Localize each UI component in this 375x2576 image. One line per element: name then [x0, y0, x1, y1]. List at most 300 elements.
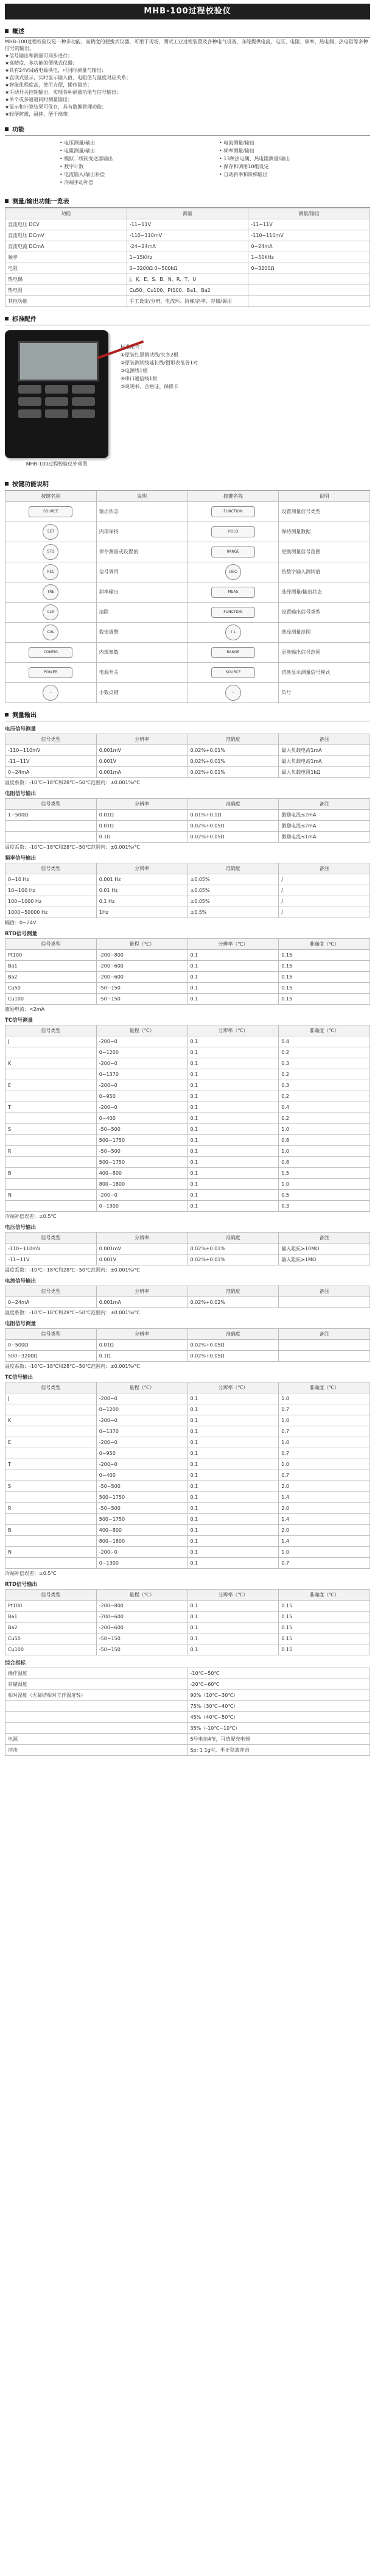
- table-cell: 输入阻抗≥1MΩ: [279, 1254, 370, 1265]
- table-cell: 0.15: [279, 972, 370, 983]
- key-cell: [188, 643, 279, 663]
- table-header: 分辨率（℃）: [188, 1590, 279, 1601]
- table-header: 信号类型: [5, 1025, 97, 1036]
- table-cell: -200~0: [96, 1058, 188, 1069]
- table-cell: Cu50: [5, 983, 97, 994]
- table-row: [5, 832, 370, 843]
- table-cell: [5, 1536, 97, 1547]
- key-cell: [5, 623, 97, 643]
- table-cell: /: [279, 885, 370, 896]
- table-header: 信号类型: [5, 863, 97, 874]
- table-note: 激励电流：<2mA: [5, 1007, 45, 1012]
- table-cell: 0.001 Hz: [96, 874, 188, 885]
- table-row: [5, 1393, 370, 1404]
- table-row: [5, 961, 370, 972]
- table-cell: 0.01%+0.1Ω: [188, 810, 279, 821]
- measure-table: [5, 1286, 370, 1308]
- table-header: 信号类型: [5, 1382, 97, 1393]
- table-header: 说明: [96, 491, 188, 502]
- function-item: • 自动斜率和阶梯输出: [219, 172, 268, 177]
- measure-table: [5, 1382, 370, 1569]
- table-cell: 500~1750: [96, 1514, 188, 1525]
- table-cell: 0.3: [279, 1058, 370, 1069]
- table-row: [5, 1069, 370, 1080]
- table-cell: 0.02%+0.05Ω: [188, 821, 279, 832]
- overview-bullet: ★智能化程度高，使用方便，操作简单；: [5, 82, 93, 88]
- function-item: • 电流输入/输出补偿: [60, 172, 105, 177]
- table-cell: [5, 1179, 97, 1190]
- table-cell: 0~950: [96, 1091, 188, 1102]
- key-icon: FUNCTION: [211, 506, 255, 517]
- device-illustration: [5, 330, 108, 458]
- table-row: [5, 1690, 370, 1701]
- table-note: 冷端补偿误差：±0.5℃: [5, 1571, 57, 1576]
- table-cell: 0.1: [188, 1633, 279, 1644]
- table-cell: 0.15: [279, 1612, 370, 1622]
- table-cell: 0.02%+0.01%: [188, 756, 279, 767]
- key-cell: [188, 562, 279, 582]
- table-cell: [5, 821, 97, 832]
- measure-table: [5, 734, 370, 778]
- table-cell: 1.0: [279, 1459, 370, 1470]
- key-desc: 更换输出信号范围: [279, 643, 370, 663]
- table-cell: 0.1Ω: [96, 832, 188, 843]
- function-item: • 数字计数: [60, 164, 84, 169]
- key-cell: [188, 522, 279, 542]
- key-desc: 保持测量数据: [279, 522, 370, 542]
- table-note: 温度系数：-10℃~18℃和28℃~50℃范围内：±0.001%/℃: [5, 1267, 140, 1273]
- table-cell: 0.1Ω: [96, 1351, 188, 1362]
- table-cell: 直流电压 DCmV: [5, 230, 127, 241]
- subsection-title: 电流信号输出: [5, 1278, 37, 1284]
- table-cell: 1~50KHz: [248, 252, 370, 263]
- table-cell: 0.001V: [96, 756, 188, 767]
- table-header: 分辨率: [96, 1286, 188, 1297]
- table-cell: 0.1: [188, 1644, 279, 1655]
- key-cell: [5, 522, 97, 542]
- table-cell: 0.15: [279, 1644, 370, 1655]
- table-cell: 0~1300: [96, 1558, 188, 1569]
- subsection-title: 频率信号输出: [5, 855, 37, 862]
- table-cell: N: [5, 1547, 97, 1558]
- key-desc: 信号调用: [96, 562, 188, 582]
- table-cell: [5, 1404, 97, 1415]
- key-cell: [188, 582, 279, 603]
- table-header: 分辨率: [96, 799, 188, 810]
- table-cell: 0~950: [96, 1448, 188, 1459]
- table-cell: [5, 1723, 188, 1734]
- key-cell: [5, 562, 97, 582]
- measure-table: [5, 1589, 370, 1655]
- table-header: 准确度: [188, 1286, 279, 1297]
- measure-table: [5, 938, 370, 1005]
- table-cell: 0~1300: [96, 1201, 188, 1212]
- table-cell: 0.1: [188, 1393, 279, 1404]
- table-cell: [248, 285, 370, 296]
- table-cell: -20℃~60℃: [188, 1679, 370, 1690]
- table-cell: N: [5, 1190, 97, 1201]
- key-icon: DEC: [225, 564, 241, 580]
- spec-heading: 测量/输出功能一览表: [5, 194, 370, 208]
- key-icon: MEAS: [211, 587, 255, 598]
- table-cell: 0.1: [188, 1058, 279, 1069]
- table-cell: 500~1750: [96, 1157, 188, 1168]
- table-row: [5, 972, 370, 983]
- table-cell: 0.1: [188, 1102, 279, 1113]
- table-row: [5, 1340, 370, 1351]
- key-icon: STO: [43, 544, 58, 560]
- table-cell: J: [5, 1393, 97, 1404]
- table-cell: 0~400: [96, 1470, 188, 1481]
- table-row: [5, 1668, 370, 1679]
- table-cell: [5, 1047, 97, 1058]
- table-cell: ±0.05%: [188, 874, 279, 885]
- function-item: • 频率测量/输出: [219, 148, 254, 154]
- table-cell: E: [5, 1080, 97, 1091]
- table-cell: -200~600: [96, 1622, 188, 1633]
- table-cell: 0.15: [279, 961, 370, 972]
- table-cell: 0.1: [188, 1091, 279, 1102]
- table-row: [5, 1701, 370, 1712]
- table-cell: -50~500: [96, 1481, 188, 1492]
- table-cell: [5, 1492, 97, 1503]
- table-cell: -11~11V: [248, 219, 370, 230]
- table-row: [5, 1622, 370, 1633]
- table-row: [5, 1503, 370, 1514]
- table-header: 准确度（℃）: [279, 1590, 370, 1601]
- table-row: [5, 950, 370, 961]
- table-cell: 1~500Ω: [5, 810, 97, 821]
- key-desc: 选择测量范围: [279, 623, 370, 643]
- table-cell: [5, 1135, 97, 1146]
- table-cell: -200~0: [96, 1102, 188, 1113]
- key-desc: 保存测量或设置值: [96, 542, 188, 562]
- table-header: 信号类型: [5, 1286, 97, 1297]
- table-cell: 0.1: [188, 1404, 279, 1415]
- table-cell: -200~0: [96, 1547, 188, 1558]
- measure-table: [5, 1025, 370, 1212]
- table-row: [5, 1536, 370, 1547]
- table-cell: 存储温度: [5, 1679, 188, 1690]
- table-cell: -200~0: [96, 1080, 188, 1091]
- table-cell: 0.1: [188, 1558, 279, 1569]
- table-cell: /: [279, 907, 370, 918]
- overview-bullet: ★具有24V回路电源供电，可同时测量与输出；: [5, 68, 107, 73]
- table-cell: [5, 1701, 188, 1712]
- table-cell: 0.7: [279, 1558, 370, 1569]
- table-row: [5, 1437, 370, 1448]
- table-row: [5, 1612, 370, 1622]
- table-header: 分辨率: [96, 863, 188, 874]
- table-cell: 热电偶: [5, 274, 127, 285]
- table-header: 说明: [279, 491, 370, 502]
- measure-table: [5, 1232, 370, 1265]
- table-row: [5, 767, 370, 778]
- table-cell: 1.0: [279, 1179, 370, 1190]
- table-cell: 0.02%+0.05Ω: [188, 1351, 279, 1362]
- table-cell: -200~800: [96, 1601, 188, 1612]
- table-row: [5, 1157, 370, 1168]
- key-row: [5, 582, 370, 603]
- table-cell: 0.1: [188, 1503, 279, 1514]
- table-row: [5, 756, 370, 767]
- overview-bullet: ★直读式显示，实时显示输入值、电阻值与温度对应关系；: [5, 75, 131, 80]
- table-cell: B: [5, 1168, 97, 1179]
- table-row: [5, 1351, 370, 1362]
- table-cell: 1.0: [279, 1124, 370, 1135]
- table-cell: ±0.5%: [188, 907, 279, 918]
- table-cell: 0.1: [188, 1415, 279, 1426]
- table-cell: Cu100: [5, 994, 97, 1005]
- table-cell: 90%（10℃~30℃）: [188, 1690, 370, 1701]
- table-cell: 0~3200Ω: [248, 263, 370, 274]
- table-cell: 0.1: [188, 1525, 279, 1536]
- table-header: 准确度: [188, 734, 279, 745]
- table-cell: 0.1: [188, 1481, 279, 1492]
- key-icon: ↑↓: [225, 625, 241, 640]
- table-cell: [5, 1558, 97, 1569]
- table-cell: Sp: 1 1g时，半正弦波冲击: [188, 1745, 370, 1756]
- table-cell: 0~24mA: [5, 1297, 97, 1308]
- table-cell: 0.1: [188, 1601, 279, 1612]
- table-cell: 直流电压 DCV: [5, 219, 127, 230]
- key-cell: [5, 683, 97, 703]
- table-cell: 5号电池4节，可选配充电器: [188, 1734, 370, 1745]
- subsection-title: TC信号测量: [5, 1017, 33, 1024]
- table-row: [5, 1525, 370, 1536]
- table-header: 准确度（℃）: [279, 939, 370, 950]
- table-row: [5, 285, 370, 296]
- key-cell: [188, 502, 279, 522]
- table-cell: T: [5, 1459, 97, 1470]
- table-cell: -200~0: [96, 1459, 188, 1470]
- table-cell: 0.3: [279, 1080, 370, 1091]
- overview-bullet: ★单个或多通道同时测量输出；: [5, 97, 73, 102]
- table-cell: 45%（40℃~50℃）: [188, 1712, 370, 1723]
- table-cell: 0.1: [188, 1047, 279, 1058]
- table-row: [5, 1745, 370, 1756]
- table-cell: B: [5, 1525, 97, 1536]
- table-row: [5, 219, 370, 230]
- table-cell: -50~500: [96, 1124, 188, 1135]
- key-desc: 内部保持: [96, 522, 188, 542]
- key-row: [5, 683, 370, 703]
- table-header: 信号类型: [5, 1590, 97, 1601]
- table-row: [5, 1254, 370, 1265]
- table-cell: -11~11V: [5, 1254, 97, 1265]
- table-cell: /: [279, 896, 370, 907]
- table-cell: 0.1: [188, 1547, 279, 1558]
- table-row: [5, 296, 370, 307]
- table-cell: 0.1: [188, 1459, 279, 1470]
- legend-line: ①原装红黑测试线/夹各2根: [121, 352, 178, 358]
- table-cell: 0~24mA: [5, 767, 97, 778]
- legend-line: ④串口通信线1根: [121, 376, 158, 381]
- table-cell: Pt100: [5, 950, 97, 961]
- table-cell: -200~800: [96, 950, 188, 961]
- subsection-title: 电压信号输出: [5, 1225, 37, 1231]
- table-cell: [5, 1514, 97, 1525]
- table-header: 分辨率（℃）: [188, 1025, 279, 1036]
- table-cell: 100~1000 Hz: [5, 896, 97, 907]
- table-cell: 1.0: [279, 1146, 370, 1157]
- table-header: 信号类型: [5, 1329, 97, 1340]
- key-icon: TRE: [43, 584, 58, 600]
- table-row: [5, 1113, 370, 1124]
- table-cell: 0.15: [279, 1601, 370, 1612]
- table-cell: 输入阻抗≥10MΩ: [279, 1244, 370, 1254]
- subsection-title: RTD信号测量: [5, 931, 38, 937]
- table-cell: -200~600: [96, 1612, 188, 1622]
- table-row: [5, 1492, 370, 1503]
- table-cell: 0.02%+0.01%: [188, 745, 279, 756]
- function-item: • 电流测量/输出: [219, 140, 254, 146]
- table-cell: 0.1: [188, 1124, 279, 1135]
- page-title: MHB-100过程校验仪: [5, 4, 370, 19]
- table-cell: 手工设定/分辨、电流环、阶梯/斜率、存储/调用: [127, 296, 248, 307]
- table-cell: -200~0: [96, 1190, 188, 1201]
- table-row: [5, 1091, 370, 1102]
- legend-line: ⑤说明书、合格证、保修卡: [121, 384, 179, 389]
- table-cell: 0.1: [188, 1146, 279, 1157]
- table-cell: 0.1: [188, 1157, 279, 1168]
- table-cell: 10~100 Hz: [5, 885, 97, 896]
- table-cell: -110~110mV: [5, 1244, 97, 1254]
- table-cell: 0.1: [188, 994, 279, 1005]
- functions-heading: 功能: [5, 122, 370, 136]
- table-row: [5, 1135, 370, 1146]
- table-cell: 0.02%+0.01%: [188, 1254, 279, 1265]
- table-cell: S: [5, 1124, 97, 1135]
- table-cell: 0.1: [188, 1080, 279, 1091]
- table-header: 分辨率: [96, 1233, 188, 1244]
- table-cell: 2.0: [279, 1525, 370, 1536]
- table-cell: 0.15: [279, 1622, 370, 1633]
- table-cell: -50~500: [96, 1146, 188, 1157]
- key-icon: SOURCE: [29, 506, 72, 517]
- key-desc: 设置输出信号类型: [279, 603, 370, 623]
- table-row: [5, 1201, 370, 1212]
- table-cell: 冲击: [5, 1745, 188, 1756]
- key-icon: POWER: [29, 667, 72, 678]
- table-cell: [5, 1712, 188, 1723]
- table-cell: 0.02%+0.02%: [188, 1297, 279, 1308]
- table-header: 量程（℃）: [96, 1382, 188, 1393]
- overview-bullet: ★显示和计算结果可保存，具有数据管理功能；: [5, 104, 107, 110]
- function-item: • 冷端手动补偿: [60, 180, 94, 185]
- table-cell: -50~500: [96, 1503, 188, 1514]
- table-cell: 0.15: [279, 994, 370, 1005]
- table-cell: 0.02%+0.05Ω: [188, 1340, 279, 1351]
- table-header: 信号类型: [5, 939, 97, 950]
- table-cell: 0.1 Hz: [96, 896, 188, 907]
- table-header: 按键名称: [188, 491, 279, 502]
- table-cell: 0.7: [279, 1426, 370, 1437]
- table-row: [5, 1723, 370, 1734]
- key-row: [5, 623, 370, 643]
- function-item: • 电阻测量/输出: [60, 148, 95, 154]
- table-cell: 1.4: [279, 1492, 370, 1503]
- table-cell: 500~1750: [96, 1492, 188, 1503]
- general-table: [5, 1668, 370, 1756]
- table-row: [5, 1036, 370, 1047]
- table-row: [5, 1244, 370, 1254]
- key-row: [5, 502, 370, 522]
- table-row: [5, 241, 370, 252]
- table-cell: 最大负载电阻1kΩ: [279, 767, 370, 778]
- table-cell: 0.2: [279, 1047, 370, 1058]
- table-cell: 0~500Ω: [5, 1340, 97, 1351]
- table-cell: ±0.05%: [188, 885, 279, 896]
- table-cell: 激励电流≤2mA: [279, 821, 370, 832]
- figure-caption: MHB-100过程校验仪外观图: [26, 461, 88, 467]
- table-cell: /: [279, 874, 370, 885]
- table-cell: 0.8: [279, 1157, 370, 1168]
- overview-bullet: ★信号输出和测量可同步进行；: [5, 53, 73, 58]
- table-header: 分辨率: [96, 1329, 188, 1340]
- table-cell: 800~1800: [96, 1536, 188, 1547]
- spec-table: [5, 208, 370, 307]
- key-icon: CLR: [43, 604, 58, 620]
- key-row: [5, 562, 370, 582]
- key-cell: [5, 582, 97, 603]
- table-cell: 0.1: [188, 1069, 279, 1080]
- key-icon: FUNCTION: [211, 607, 255, 618]
- table-cell: -24~24mA: [127, 241, 248, 252]
- table-cell: 1.0: [279, 1393, 370, 1404]
- key-desc: 小数点键: [96, 683, 188, 703]
- table-row: [5, 1297, 370, 1308]
- table-cell: 0.1: [188, 1470, 279, 1481]
- table-cell: -200~0: [96, 1415, 188, 1426]
- key-desc: 清除: [96, 603, 188, 623]
- overview-bullet: ★手动开关控制输出，实现各种测量功能与信号输出；: [5, 90, 122, 95]
- table-header: 备注: [279, 799, 370, 810]
- key-cell: [5, 643, 97, 663]
- table-cell: Cu50: [5, 1633, 97, 1644]
- key-desc: 负号: [279, 683, 370, 703]
- measure-table: [5, 1328, 370, 1362]
- table-cell: J: [5, 1036, 97, 1047]
- table-header: 信号类型: [5, 1233, 97, 1244]
- table-row: [5, 252, 370, 263]
- key-row: [5, 663, 370, 683]
- table-cell: 最大负载电流1mA: [279, 756, 370, 767]
- table-cell: Pt100: [5, 1601, 97, 1612]
- table-cell: -200~600: [96, 961, 188, 972]
- table-cell: 1.4: [279, 1514, 370, 1525]
- key-desc: 输出状态: [96, 502, 188, 522]
- table-cell: 0~24mA: [248, 241, 370, 252]
- table-row: [5, 230, 370, 241]
- table-cell: S: [5, 1481, 97, 1492]
- table-cell: [5, 1201, 97, 1212]
- table-row: [5, 1058, 370, 1069]
- table-cell: 0.8: [279, 1135, 370, 1146]
- table-cell: ±0.05%: [188, 896, 279, 907]
- table-row: [5, 263, 370, 274]
- table-cell: 0.2: [279, 1069, 370, 1080]
- table-row: [5, 1601, 370, 1612]
- key-desc: 切换显示测量信号模式: [279, 663, 370, 683]
- table-cell: -110~110mV: [5, 745, 97, 756]
- table-cell: 1.0: [279, 1547, 370, 1558]
- table-cell: 相对湿度（无凝结相对工作温度%）: [5, 1690, 188, 1701]
- table-cell: 激励电流≤2mA: [279, 810, 370, 821]
- key-cell: [5, 502, 97, 522]
- table-cell: 0.1: [188, 1426, 279, 1437]
- legend-line: 标准配件：: [121, 344, 145, 350]
